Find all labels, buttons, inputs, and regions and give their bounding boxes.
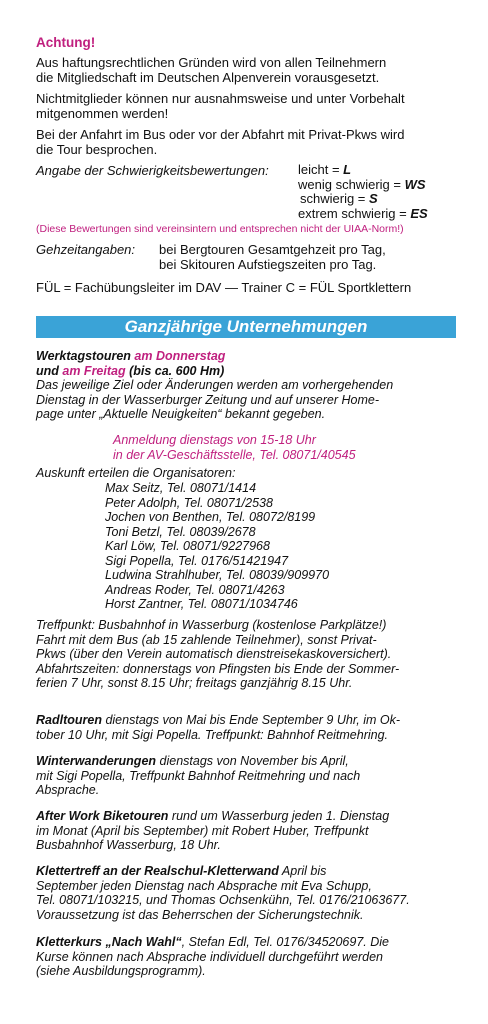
intro-line: Nichtmitglieder können nur ausnahmsweise und unter Vorbehalt — [36, 91, 405, 106]
organizer-list — [105, 481, 329, 612]
gehzeit-list — [159, 242, 386, 272]
treffpunkt-line: Pkws (über den Verein automatisch dienstreisekaskoversichert). — [36, 647, 392, 661]
gehzeit-line: bei Bergtouren Gesamtgehzeit pro Tag, — [159, 242, 386, 257]
organizer-item: Ludwina Strahlhuber, Tel. 08039/909970 — [105, 568, 330, 582]
kletterkurs-heading: Kletterkurs „Nach Wahl“ — [36, 935, 182, 949]
difficulty-item: extrem schwierig = ES — [298, 205, 428, 221]
intro-paragraph-3 — [36, 127, 466, 157]
winterwanderungen-heading: Winterwanderungen — [36, 754, 157, 768]
organizer-item: Peter Adolph, Tel. 08071/2538 — [105, 495, 273, 510]
difficulty-item: wenig schwierig = WS — [298, 176, 426, 192]
treffpunkt-line: Abfahrtszeiten: donnerstags von Pfingsten bis Ende der Sommer- — [36, 661, 400, 676]
afterwork-section: After Work Biketouren rund um Wasserburg jeden 1. Dienstag im Monat (April bis September) mit Robert Huber, Treffpunkt Busbahnhof Wasserburg, 18 Uhr. — [36, 809, 466, 853]
winterwanderungen-line: Absprache. — [36, 783, 100, 797]
werktag-section — [36, 349, 466, 422]
intro-paragraph-2 — [36, 91, 466, 121]
difficulty-label: Angabe der Schwierigkeitsbewertungen: — [36, 163, 269, 178]
winterwanderungen-line: mit Sigi Popella, Treffpunkt Bahnhof Reitmehring und nach — [36, 768, 361, 783]
radltouren-line: tober 10 Uhr, mit Sigi Popella. Treffpunkt: Bahnhof Reitmehring. — [36, 727, 389, 742]
organizer-item: Toni Betzl, Tel. 08039/2678 — [105, 524, 256, 539]
treffpunkt-line: Treffpunkt: Busbahnhof in Wasserburg (kostenlose Parkplätze!) — [36, 618, 387, 632]
intro-line: die Tour besprochen. — [36, 142, 158, 157]
afterwork-line: Busbahnhof Wasserburg, 18 Uhr. — [36, 838, 221, 852]
kletterkurs-section: Kletterkurs „Nach Wahl“, Stefan Edl, Tel. 0176/34520697. Die Kurse können nach Absprache individuell durchgeführt werden (siehe Ausbildungsprogramm). — [36, 935, 466, 979]
intro-line: mitgenommen werden! — [36, 106, 169, 121]
achtung-heading: Achtung! — [36, 35, 96, 50]
treffpunkt-section — [36, 618, 466, 691]
radltouren-section: Radltouren dienstags von Mai bis Ende September 9 Uhr, im Ok- tober 10 Uhr, mit Sigi Popella. Treffpunkt: Bahnhof Reitmehring. — [36, 713, 466, 742]
auskunft-label: Auskunft erteilen die Organisatoren: — [36, 466, 236, 480]
werktag-line: Das jeweilige Ziel oder Änderungen werden am vorhergehenden — [36, 378, 394, 392]
intro-paragraph-1 — [36, 55, 466, 85]
gehzeit-label: Gehzeitangaben: — [36, 242, 136, 257]
difficulty-item: schwierig = S — [300, 191, 378, 206]
organizer-item: Max Seitz, Tel. 08071/1414 — [105, 481, 257, 495]
anmeldung-info — [113, 433, 356, 462]
klettertreff-line: Voraussetzung ist das Beherrschen der Sicherungstechnik. — [36, 907, 364, 922]
treffpunkt-line: Fahrt mit dem Bus (ab 15 zahlende Teilnehmer), sonst Privat- — [36, 632, 377, 647]
organizer-item: Sigi Popella, Tel. 0176/51421947 — [105, 553, 289, 568]
intro-line: Aus haftungsrechtlichen Gründen wird von allen Teilnehmern — [36, 55, 387, 70]
intro-line: Bei der Anfahrt im Bus oder vor der Abfahrt mit Privat-Pkws wird — [36, 127, 405, 142]
section-banner: Ganzjährige Unternehmungen — [36, 316, 456, 338]
werktag-line: page unter „Aktuelle Neuigkeiten“ bekannt gegeben. — [36, 407, 326, 421]
difficulty-note: (Diese Bewertungen sind vereinsintern und entsprechen nicht der UIAA-Norm!) — [36, 223, 404, 235]
winterwanderungen-section: Winterwanderungen dienstags von November bis April, mit Sigi Popella, Treffpunkt Bahnhof Reitmehring und nach Absprache. — [36, 754, 466, 798]
kletterkurs-line: (siehe Ausbildungsprogramm). — [36, 964, 206, 978]
difficulty-item: leicht = L — [298, 162, 352, 177]
afterwork-line: im Monat (April bis September) mit Robert Huber, Treffpunkt — [36, 823, 369, 838]
anmeldung-line: Anmeldung dienstags von 15-18 Uhr — [113, 433, 316, 447]
difficulty-list — [298, 163, 428, 221]
organizer-item: Jochen von Benthen, Tel. 08072/8199 — [105, 510, 316, 524]
anmeldung-line: in der AV-Geschäftsstelle, Tel. 08071/40545 — [113, 447, 356, 462]
organizer-item: Andreas Roder, Tel. 08071/4263 — [105, 582, 285, 597]
radltouren-heading: Radltouren — [36, 713, 102, 727]
ful-definition: FÜL = Fachübungsleiter im DAV — Trainer C = FÜL Sportklettern — [36, 280, 412, 295]
kletterkurs-line: Kurse können nach Absprache individuell durchgeführt werden — [36, 949, 383, 964]
klettertreff-heading: Klettertreff an der Realschul-Kletterwand — [36, 864, 279, 878]
afterwork-heading: After Work Biketouren — [36, 809, 169, 823]
organizer-item: Karl Löw, Tel. 08071/9227968 — [105, 539, 270, 553]
klettertreff-line: September jeden Dienstag nach Absprache mit Eva Schupp, — [36, 878, 372, 893]
intro-line: die Mitgliedschaft im Deutschen Alpenverein vorausgesetzt. — [36, 70, 380, 85]
organizer-item: Horst Zantner, Tel. 08071/1034746 — [105, 597, 298, 611]
werktag-heading-2: und am Freitag (bis ca. 600 Hm) — [36, 363, 225, 378]
klettertreff-section: Klettertreff an der Realschul-Kletterwand April bis September jeden Dienstag nach Absprache mit Eva Schupp, Tel. 08071/103215, und Thomas Ochsenkühn, Tel. 0176/21063677. Voraussetzung ist das Beherrschen der Sicherungstechnik. — [36, 864, 466, 922]
treffpunkt-line: ferien 7 Uhr, sonst 8.15 Uhr; freitags ganzjährig 8.15 Uhr. — [36, 676, 353, 690]
werktag-heading-1: Werktagstouren am Donnerstag — [36, 349, 226, 363]
klettertreff-line: Tel. 08071/103215, und Thomas Ochsenkühn, Tel. 0176/21063677. — [36, 893, 410, 907]
werktag-line: Dienstag in der Wasserburger Zeitung und auf unserer Home- — [36, 392, 379, 407]
gehzeit-line: bei Skitouren Aufstiegszeiten pro Tag. — [159, 257, 377, 272]
